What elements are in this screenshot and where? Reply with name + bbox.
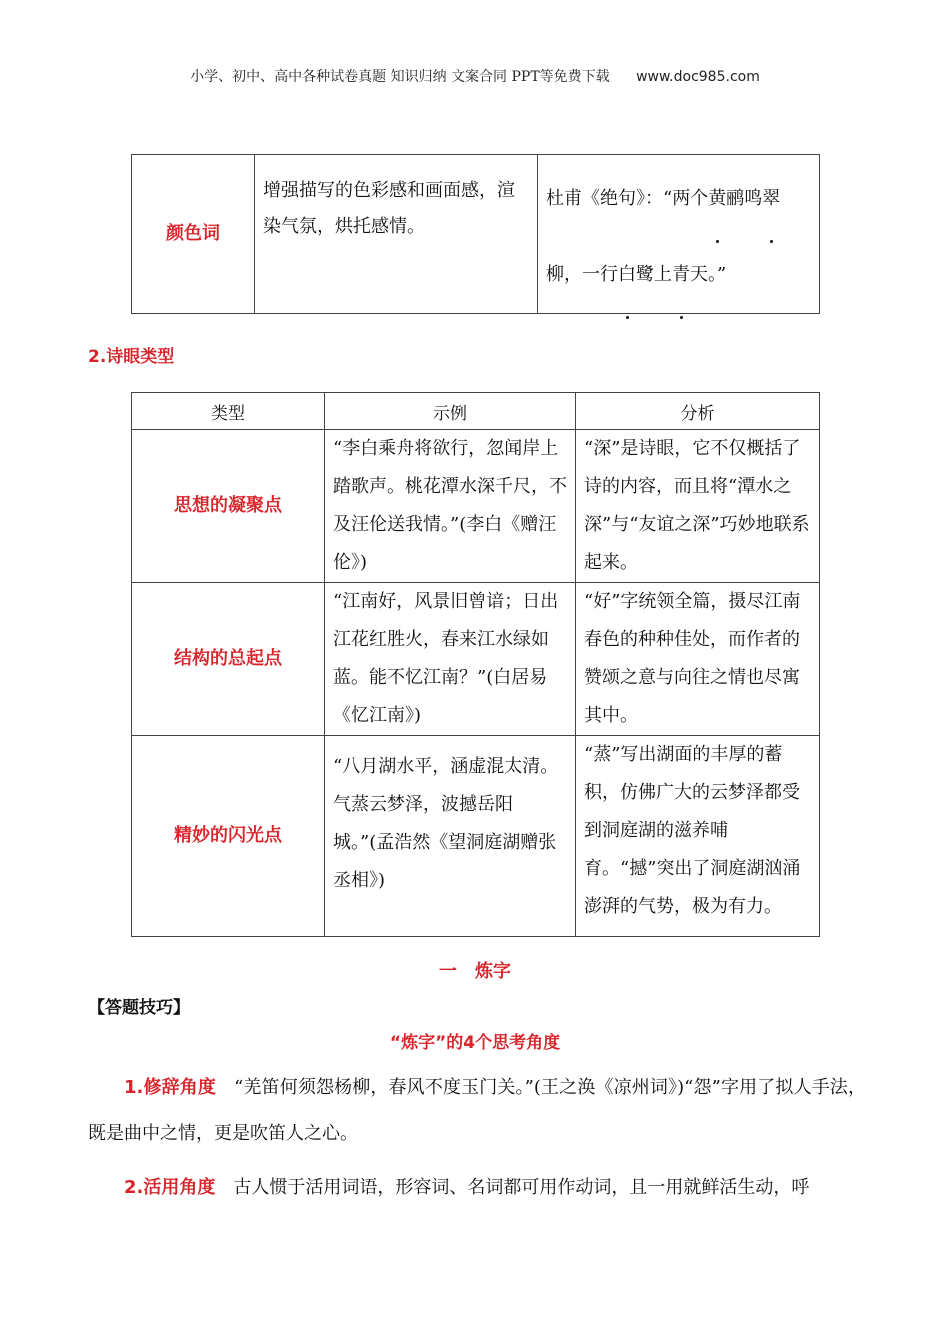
analysis-cell: “深”是诗眼，它不仅概括了诗的内容，而且将“潭水之深”与“友谊之深”巧妙地联系起来。 <box>576 430 820 583</box>
subtitle: “炼字”的4个思考角度 <box>389 1033 561 1053</box>
point-paragraph <box>88 1165 866 1211</box>
example-text: 柳，一行 <box>546 264 618 285</box>
type-cell: 结构的总起点 <box>132 583 325 736</box>
example-text: 杜甫《绝句》：“两个 <box>546 188 709 209</box>
example-cell <box>538 155 820 314</box>
description-cell: 增强描写的色彩感和画面感，渲染气氛，烘托感情。 <box>255 155 538 314</box>
type-cell: 思想的凝聚点 <box>132 430 325 583</box>
tips-label: 【答题技巧】 <box>88 998 190 1018</box>
table-row <box>132 583 820 736</box>
color-words-table <box>131 154 820 314</box>
table-row <box>132 155 820 314</box>
column-header: 分析 <box>576 393 820 430</box>
page-header <box>0 66 950 86</box>
example-text: 鹂鸣 <box>726 188 763 209</box>
type-cell: 精妙的闪光点 <box>132 736 325 937</box>
point-label: 1.修辞角度 <box>124 1077 217 1098</box>
example-text: 天。” <box>690 264 727 285</box>
emphasis-char: 翠 <box>762 161 780 237</box>
column-header: 类型 <box>132 393 325 430</box>
table-header-row <box>132 393 820 430</box>
emphasis-char: 青 <box>672 237 690 313</box>
point-paragraph <box>88 1065 866 1157</box>
table-row <box>132 430 820 583</box>
section-heading: 一 炼字 <box>439 961 511 982</box>
analysis-cell: “蒸”写出湖面的丰厚的蓄积，仿佛广大的云梦泽都受到洞庭湖的滋养哺育。“撼”突出了洞庭湖汹涌澎湃的气势，极为有力。 <box>576 736 820 937</box>
example-text: 鹭上 <box>636 264 672 285</box>
analysis-cell: “好”字统领全篇，摄尽江南春色的种种佳处，而作者的赞颂之意与向往之情也尽寓其中。 <box>576 583 820 736</box>
poem-eye-table <box>131 392 820 937</box>
header-text: 小学、初中、高中各种试卷真题 知识归纳 文案合同 PPT等免费下载 <box>190 69 610 85</box>
emphasis-char: 黄 <box>708 161 726 237</box>
column-header: 示例 <box>325 393 576 430</box>
point-text: “羌笛何须怨杨柳，春风不度玉门关。”(王之涣《凉州词》)“怨”字用了拟人手法，既是曲中之情，更是吹笛人之心。 <box>88 1077 866 1144</box>
table-row <box>132 736 820 937</box>
category-cell: 颜色词 <box>132 155 255 314</box>
example-cell: “八月湖水平，涵虚混太清。气蒸云梦泽，波撼岳阳城。”(孟浩然《望洞庭湖赠张丞相》) <box>325 736 576 937</box>
point-label: 2.活用角度 <box>124 1177 216 1198</box>
example-cell: “江南好，风景旧曾谙；日出江花红胜火，春来江水绿如蓝。能不忆江南？”(白居易《忆江南》) <box>325 583 576 736</box>
example-cell: “李白乘舟将欲行，忽闻岸上踏歌声。桃花潭水深千尺，不及汪伦送我情。”(李白《赠汪伦》) <box>325 430 576 583</box>
header-url[interactable]: www.doc985.com <box>636 69 760 85</box>
section-title: 2.诗眼类型 <box>88 347 175 367</box>
emphasis-char: 白 <box>618 237 636 313</box>
point-text: 古人惯于活用词语，形容词、名词都可用作动词，且一用就鲜活生动，呼 <box>233 1177 810 1198</box>
